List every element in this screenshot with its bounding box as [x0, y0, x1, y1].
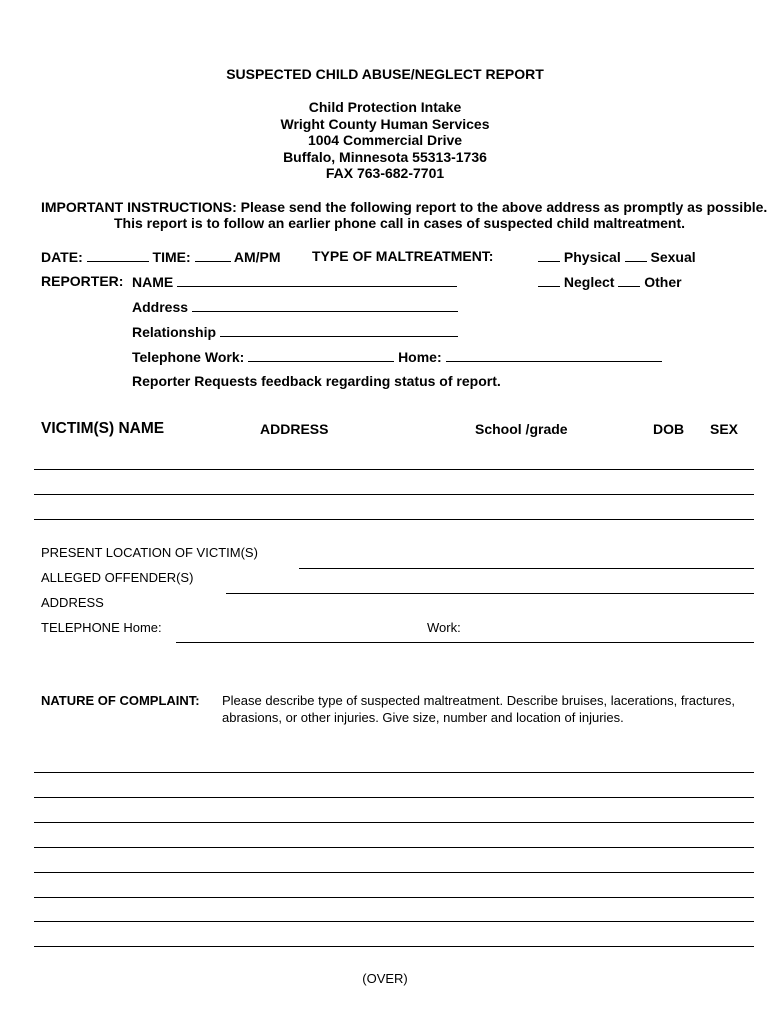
- home-blank[interactable]: [446, 349, 662, 362]
- telephone-work-label: Telephone Work:: [132, 349, 245, 365]
- telephone-home-label: TELEPHONE Home:: [41, 620, 162, 635]
- complaint-line-2: abrasions, or other injuries. Give size, number and location of injuries.: [222, 710, 624, 725]
- date-label: DATE:: [41, 249, 83, 265]
- address-label: Address: [132, 299, 189, 315]
- ampm-label: AM/PM: [233, 249, 281, 265]
- home-label: Home:: [398, 349, 442, 365]
- reporter-name-row: [132, 274, 457, 289]
- address-row: [132, 299, 458, 314]
- time-label: TIME:: [152, 249, 191, 265]
- name-label: NAME: [132, 274, 174, 290]
- over-footer: (OVER): [362, 971, 408, 986]
- agency-line-2: Wright County Human Services: [280, 116, 490, 132]
- complaint-line-c[interactable]: [34, 822, 754, 823]
- instructions-line-2: This report is to follow an earlier phone call in cases of suspected child maltreatment.: [114, 215, 686, 231]
- relationship-blank[interactable]: [220, 324, 458, 337]
- other-label: Other: [644, 274, 682, 290]
- date-blank[interactable]: [87, 249, 149, 262]
- physical-blank[interactable]: [538, 249, 560, 262]
- neglect-blank[interactable]: [538, 274, 560, 287]
- maltreatment-type-label: TYPE OF MALTREATMENT:: [312, 248, 494, 264]
- address-blank[interactable]: [192, 299, 458, 312]
- instructions-line-1: IMPORTANT INSTRUCTIONS: Please send the following report to the above address as promptly as possible.: [41, 199, 768, 215]
- sexual-label: Sexual: [650, 249, 696, 265]
- victim-sex-header: SEX: [710, 421, 739, 437]
- victim-school-header: School /grade: [475, 421, 568, 437]
- complaint-line-d[interactable]: [34, 847, 754, 848]
- complaint-line-h[interactable]: [34, 946, 754, 947]
- agency-line-4: Buffalo, Minnesota 55313-1736: [283, 149, 487, 165]
- complaint-line-b[interactable]: [34, 797, 754, 798]
- telephone-line[interactable]: [176, 642, 754, 643]
- complaint-line-e[interactable]: [34, 872, 754, 873]
- alleged-offender-label: ALLEGED OFFENDER(S): [41, 570, 194, 585]
- victim-address-header: ADDRESS: [260, 421, 329, 437]
- sexual-blank[interactable]: [625, 249, 647, 262]
- complaint-line-1: Please describe type of suspected maltreatment. Describe bruises, lacerations, fractures,: [222, 693, 736, 708]
- complaint-line-g[interactable]: [34, 921, 754, 922]
- time-blank[interactable]: [195, 249, 231, 262]
- victim-name-header: VICTIM(S) NAME: [41, 420, 165, 437]
- date-row: [41, 249, 281, 264]
- agency-line-1: Child Protection Intake: [308, 99, 462, 115]
- victim-row-line-2[interactable]: [34, 494, 754, 495]
- telephone-work-blank[interactable]: [248, 349, 394, 362]
- relationship-label: Relationship: [132, 324, 217, 340]
- relationship-row: [132, 324, 458, 339]
- neglect-option[interactable]: [538, 274, 682, 289]
- complaint-label: NATURE OF COMPLAINT:: [41, 693, 200, 708]
- agency-fax: FAX 763-682-7701: [325, 165, 445, 181]
- physical-label: Physical: [563, 249, 621, 265]
- victim-dob-header: DOB: [653, 421, 685, 437]
- telephone-row: [132, 349, 662, 364]
- feedback-note: Reporter Requests feedback regarding status of report.: [132, 373, 501, 389]
- alleged-offender-line[interactable]: [226, 593, 754, 594]
- telephone-work-label-2: Work:: [427, 620, 461, 635]
- offender-address-label: ADDRESS: [41, 595, 104, 610]
- report-title: SUSPECTED CHILD ABUSE/NEGLECT REPORT: [226, 66, 544, 82]
- present-location-label: PRESENT LOCATION OF VICTIM(S): [41, 545, 258, 560]
- reporter-label: REPORTER:: [41, 273, 124, 289]
- victim-row-line-3[interactable]: [34, 519, 754, 520]
- name-blank[interactable]: [177, 274, 457, 287]
- agency-line-3: 1004 Commercial Drive: [307, 132, 463, 148]
- physical-option[interactable]: [538, 249, 696, 264]
- neglect-label: Neglect: [563, 274, 615, 290]
- complaint-line-f[interactable]: [34, 897, 754, 898]
- other-blank[interactable]: [618, 274, 640, 287]
- complaint-line-a[interactable]: [34, 772, 754, 773]
- victim-row-line-1[interactable]: [34, 469, 754, 470]
- present-location-line[interactable]: [299, 568, 754, 569]
